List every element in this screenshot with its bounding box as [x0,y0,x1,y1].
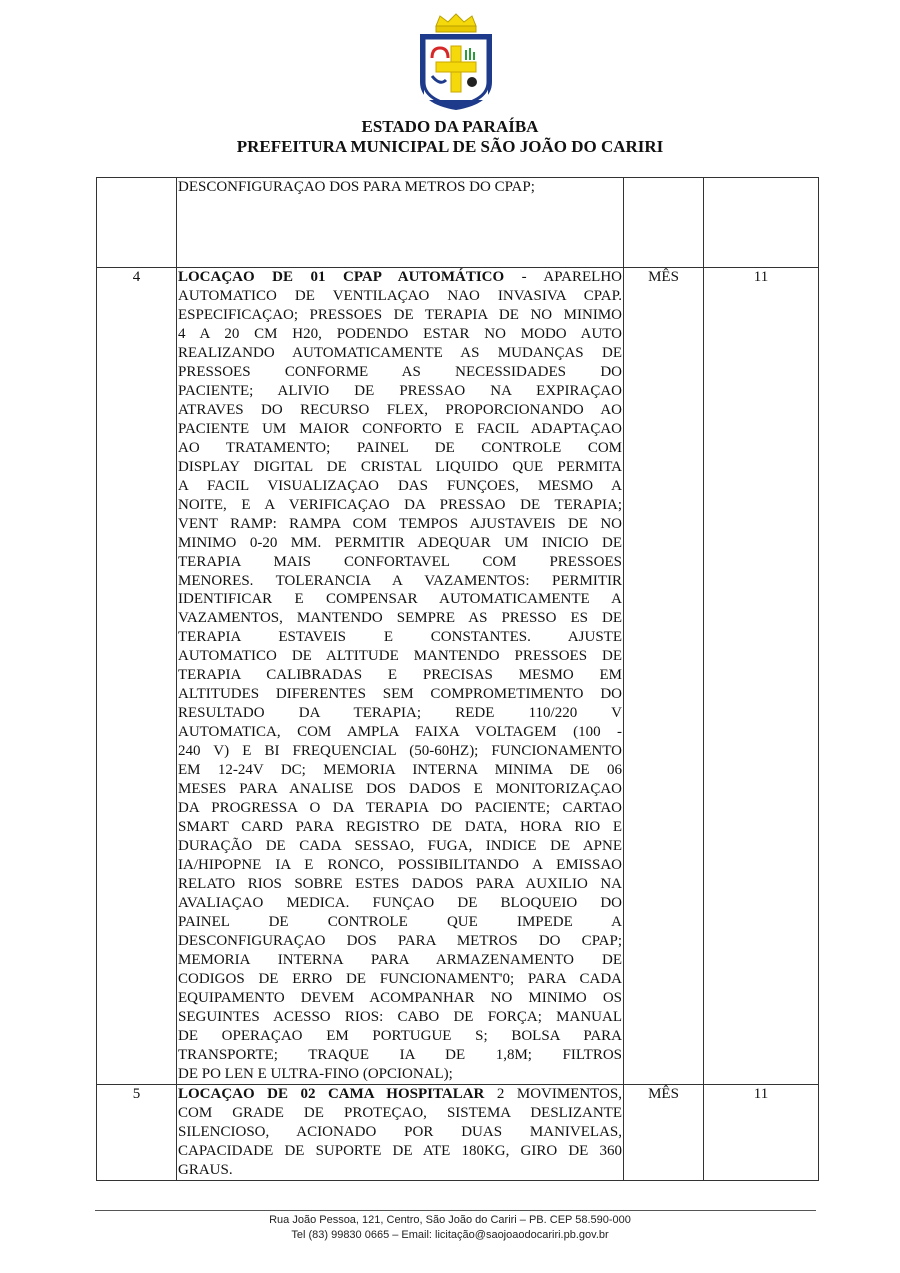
description-line: 240 V) E BI FREQUENCIAL (50-60HZ); FUNCIONAMENTO [178,743,622,760]
description-line: TERAPIA MAIS CONFORTAVEL COM PRESSOES [178,553,622,570]
municipality-heading: PREFEITURA MUNICIPAL DE SÃO JOÃO DO CARIRI [236,137,664,156]
description-line: AUTOMATICO DE ALTITUDE MANTENDO PRESSOES DE [178,648,622,665]
description-text: - APARELHO [504,269,622,285]
description-line: 4 A 20 CM H20, PODENDO ESTAR NO MODO AUTO [178,325,622,342]
table-row [97,1084,819,1180]
description-line: VENT RAMP: RAMPA COM TEMPOS AJUSTAVEIS DE NO [178,515,622,532]
item-quantity: 11 [704,268,819,1085]
description-line: TERAPIA ESTAVEIS E CONSTANTES. AJUSTE [178,629,622,646]
svg-text:★: ★ [478,40,485,48]
item-quantity: 11 [704,1084,819,1180]
description-line: DE PO LEN E ULTRA-FINO (OPCIONAL); [178,1065,453,1082]
item-description [177,178,624,268]
description-line: GRAUS. [178,1161,233,1178]
description-line: SILENCIOSO, ACIONADO POR DUAS MANIVELAS, [178,1123,622,1140]
description-line: ATRAVES DO RECURSO FLEX, PROPORCIONANDO AO [178,401,622,418]
item-unit [624,178,704,268]
description-line: AO TRATAMENTO; PAINEL DE CONTROLE COM [178,439,622,456]
description-line: DA PROGRESSA O DA TERAPIA DO PACIENTE; CARTAO [178,800,622,817]
description-line: DESCONFIGURAÇAO DOS PARA METROS DO CPAP; [178,932,622,949]
description-line: SMART CARD PARA REGISTRO DE DATA, HORA RIO E [178,819,622,836]
description-line: REALIZANDO AUTOMATICAMENTE AS MUDANÇAS DE [178,344,622,361]
state-heading: ESTADO DA PARAÍBA [361,117,539,136]
description-line: PAINEL DE CONTROLE QUE IMPEDE A [178,913,622,930]
item-title: LOCAÇAO DE 02 CAMA HOSPITALAR [178,1085,485,1102]
description-line: ALTITUDES DIFERENTES SEM COMPROMETIMENTO DO [178,686,622,703]
description-line: TRANSPORTE; TRAQUE IA DE 1,8M; FILTROS [178,1046,622,1063]
item-title: LOCAÇAO DE 01 CPAP AUTOMÁTICO [178,269,505,285]
description-line: CAPACIDADE DE SUPORTE DE ATE 180KG, GIRO DE 360 [178,1142,622,1159]
description-line: DURAÇÃO DE CADA SESSAO, FUGA, INDICE DE APNE [178,838,622,855]
description-line: MEMORIA INTERNA PARA ARMAZENAMENTO DE [178,951,622,968]
description-line: TERAPIA CALIBRADAS E PRECISAS MESMO EM [178,667,622,684]
description-line: IDENTIFICAR E COMPENSAR AUTOMATICAMENTE A [178,591,622,608]
footer-contact: Tel (83) 99830 0665 – Email: licitação@saojoaodocariri.pb.gov.br [291,1229,609,1241]
item-description [177,268,624,1085]
footer-divider [95,1210,816,1211]
description-line: DE OPERAÇAO EM PORTUGUE S; BOLSA PARA [178,1027,622,1044]
municipal-crest-logo [416,12,496,112]
item-quantity [704,178,819,268]
description-line: SEGUINTES ACESSO RIOS: CABO DE FORÇA; MANUAL [178,1008,622,1025]
description-line: RELATO RIOS SOBRE ESTES DADOS PARA AUXILIO NA [178,876,622,892]
description-line: NOITE, E A VERIFICAÇAO DA PRESSAO DE TERAPIA; [178,496,622,513]
description-line: CODIGOS DE ERRO DE FUNCIONAMENT'0; PARA CADA [178,970,622,987]
description-line [178,268,622,287]
description-text: 2 MOVIMENTOS, [484,1085,622,1102]
description-line: COM GRADE DE PROTEÇAO, SISTEMA DESLIZANTE [178,1104,622,1121]
description-line: MINIMO 0-20 MM. PERMITIR ADEQUAR UM INICIO DE [178,534,622,551]
item-number: 4 [97,268,177,1085]
item-unit: MÊS [624,268,704,1085]
description-line: ESPECIFICAÇAO; PRESSOES DE TERAPIA DE NO MINIMO [178,306,622,323]
description-line: DESCONFIGURAÇAO DOS PARA METROS DO CPAP; [178,179,535,195]
table-row [97,268,819,1085]
description-line: EM 12-24V DC; MEMORIA INTERNA MINIMA DE 06 [178,762,622,779]
description-line: VAZAMENTOS, MANTENDO SEMPRE AS PRESSO ES DE [178,610,622,627]
footer-address: Rua João Pessoa, 121, Centro, São João do Cariri – PB. CEP 58.590-000 [269,1214,631,1226]
description-line: AUTOMATICO DE VENTILAÇAO NAO INVASIVA CPAP. [178,287,622,304]
table-row [97,178,819,268]
description-line: IA/HIPOPNE IA E RONCO, POSSIBILITANDO A EMISSAO [178,857,622,874]
description-line: EQUIPAMENTO DEVEM ACOMPANHAR NO MINIMO OS [178,989,622,1006]
description-line: MESES PARA ANALISE DOS DADOS E MONITORIZAÇAO [178,781,622,798]
description-line [178,1085,622,1104]
item-number [97,178,177,268]
description-line: PACIENTE UM MAIOR CONFORTO E FACIL ADAPTAÇAO [178,420,622,437]
description-line: DISPLAY DIGITAL DE CRISTAL LIQUIDO QUE PERMITA [178,458,622,475]
description-line: MENORES. TOLERANCIA A VAZAMENTOS: PERMITIR [178,572,622,589]
item-unit: MÊS [624,1084,704,1180]
description-line: PACIENTE; ALIVIO DE PRESSAO NA EXPIRAÇAO [178,382,622,399]
description-line: AVALIAÇAO MEDICA. FUNÇAO DE BLOQUEIO DO [178,894,622,911]
description-line: AUTOMATICA, COM AMPLA FAIXA VOLTAGEM (100 - [178,724,622,741]
item-number: 5 [97,1084,177,1180]
description-line: RESULTADO DA TERAPIA; REDE 110/220 V [178,705,622,722]
items-table [96,177,819,1181]
svg-text:★: ★ [428,40,435,48]
item-description [177,1084,624,1180]
description-line: A FACIL VISUALIZAÇAO DAS FUNÇOES, MESMO A [178,477,622,494]
description-line: PRESSOES CONFORME AS NECESSIDADES DO [178,363,622,380]
